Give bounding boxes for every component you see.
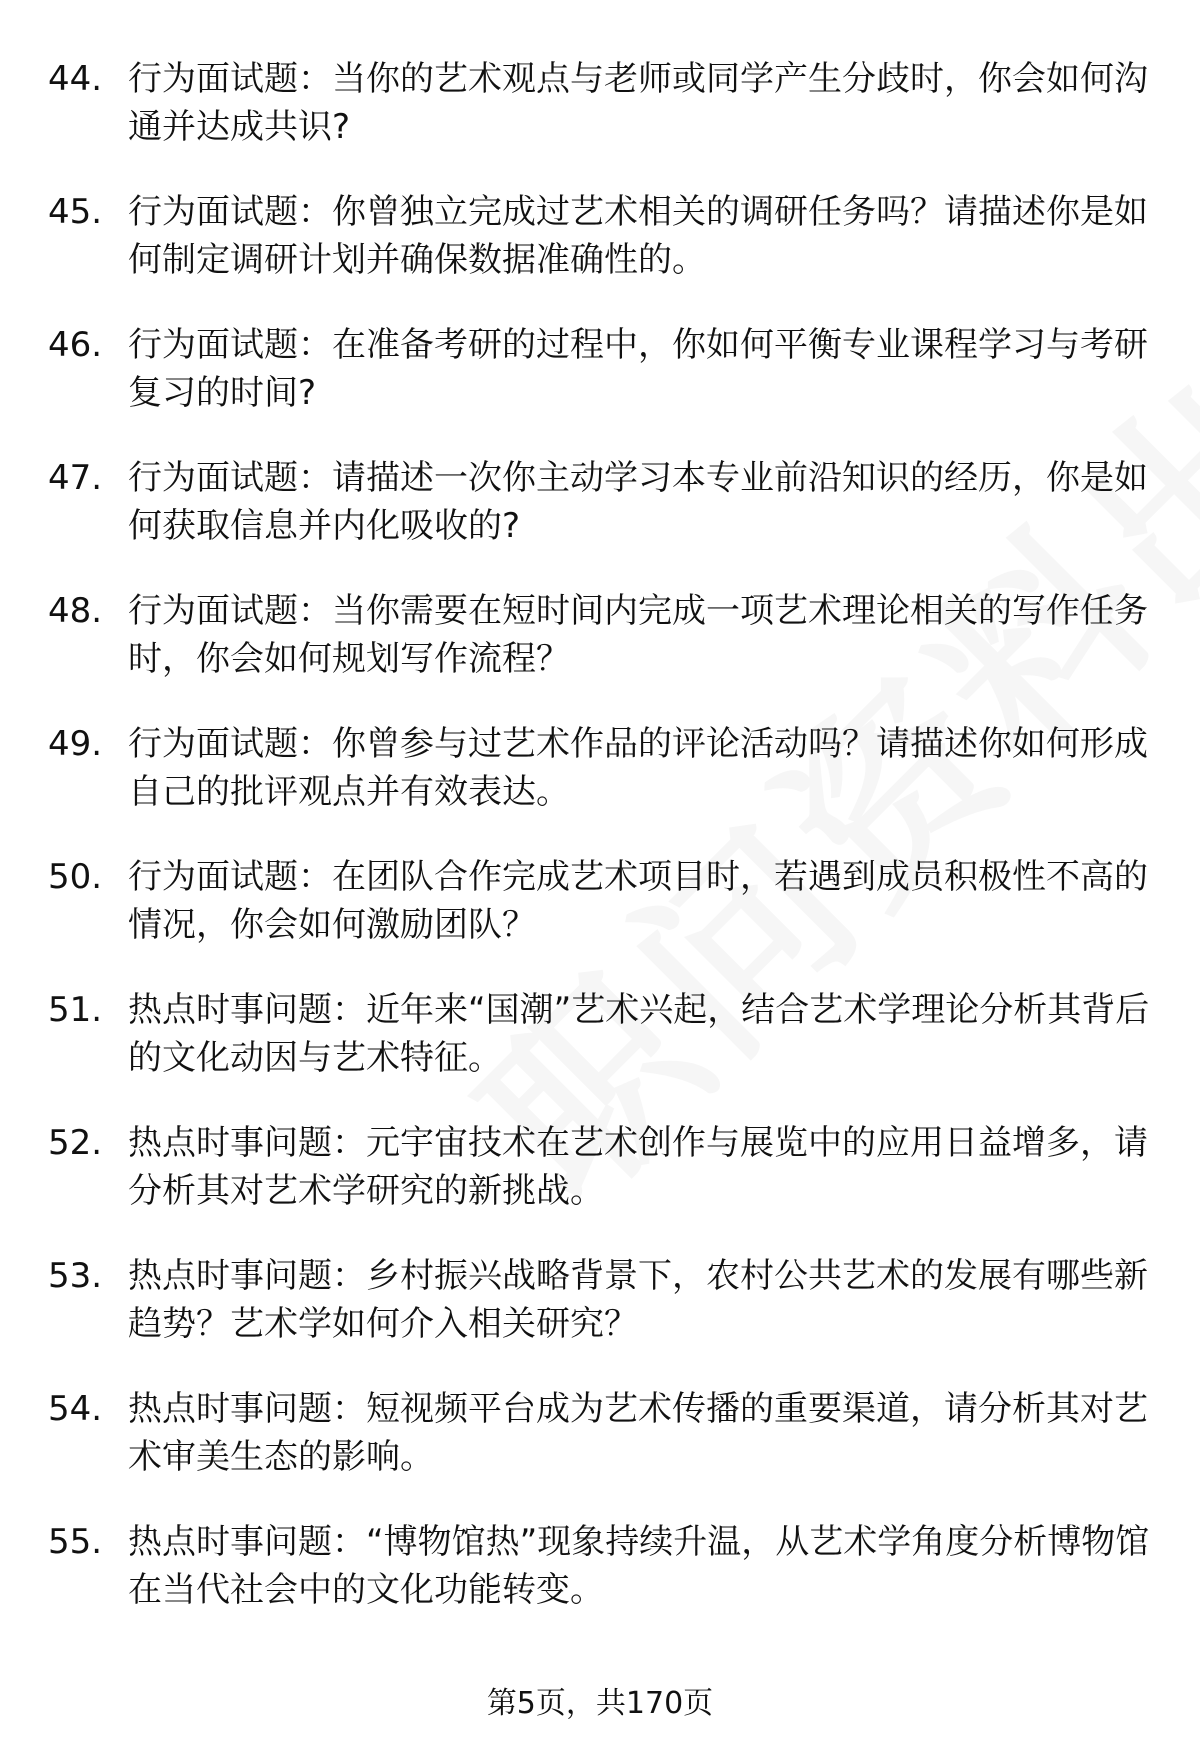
question-number: 51.: [48, 990, 103, 1030]
question-item: [48, 321, 1158, 417]
question-item: [48, 188, 1158, 284]
question-text: 行为面试题：你曾独立完成过艺术相关的调研任务吗？请描述你是如何制定调研计划并确保数据准确性的。: [128, 192, 1148, 280]
question-item: [48, 454, 1158, 550]
question-text: 热点时事问题：元宇宙技术在艺术创作与展览中的应用日益增多，请分析其对艺术学研究的新挑战。: [128, 1123, 1148, 1211]
question-text: 行为面试题：当你的艺术观点与老师或同学产生分歧时，你会如何沟通并达成共识?: [128, 59, 1148, 147]
question-text: 行为面试题：在团队合作完成艺术项目时，若遇到成员积极性不高的情况，你会如何激励团队？: [128, 857, 1148, 945]
question-text: 行为面试题：在准备考研的过程中，你如何平衡专业课程学习与考研复习的时间?: [128, 325, 1148, 413]
page-footer: [0, 1684, 1200, 1724]
question-number: 52.: [48, 1123, 103, 1163]
question-item: [48, 1119, 1158, 1215]
question-item: [48, 853, 1158, 949]
question-number: 48.: [48, 591, 103, 631]
page-number-label: 第5页，共170页: [486, 1686, 714, 1721]
question-item: [48, 1385, 1158, 1481]
question-text: 热点时事问题：近年来“国潮”艺术兴起，结合艺术学理论分析其背后的文化动因与艺术特征。: [128, 990, 1150, 1078]
question-item: [48, 720, 1158, 816]
question-number: 55.: [48, 1522, 103, 1562]
question-number: 46.: [48, 325, 103, 365]
question-number: 47.: [48, 458, 103, 498]
question-number: 54.: [48, 1389, 103, 1429]
question-number: 49.: [48, 724, 103, 764]
question-item: [48, 986, 1158, 1082]
question-item: [48, 587, 1158, 683]
question-number: 50.: [48, 857, 103, 897]
question-text: 热点时事问题：短视频平台成为艺术传播的重要渠道，请分析其对艺术审美生态的影响。: [128, 1389, 1148, 1477]
question-number: 45.: [48, 192, 103, 232]
question-number: 44.: [48, 59, 103, 99]
question-text: 行为面试题：当你需要在短时间内完成一项艺术理论相关的写作任务时，你会如何规划写作流程？: [128, 591, 1148, 679]
question-item: [48, 55, 1158, 151]
question-item: [48, 1518, 1158, 1614]
question-item: [48, 1252, 1158, 1348]
question-number: 53.: [48, 1256, 103, 1296]
question-text: 行为面试题：你曾参与过艺术作品的评论活动吗？请描述你如何形成自己的批评观点并有效表达。: [128, 724, 1148, 812]
question-text: 热点时事问题：“博物馆热”现象持续升温，从艺术学角度分析博物馆在当代社会中的文化功能转变。: [128, 1522, 1150, 1610]
question-text: 热点时事问题：乡村振兴战略背景下，农村公共艺术的发展有哪些新趋势？艺术学如何介入相关研究？: [128, 1256, 1148, 1344]
question-list: [48, 55, 1158, 1651]
question-text: 行为面试题：请描述一次你主动学习本专业前沿知识的经历，你是如何获取信息并内化吸收的?: [128, 458, 1148, 546]
